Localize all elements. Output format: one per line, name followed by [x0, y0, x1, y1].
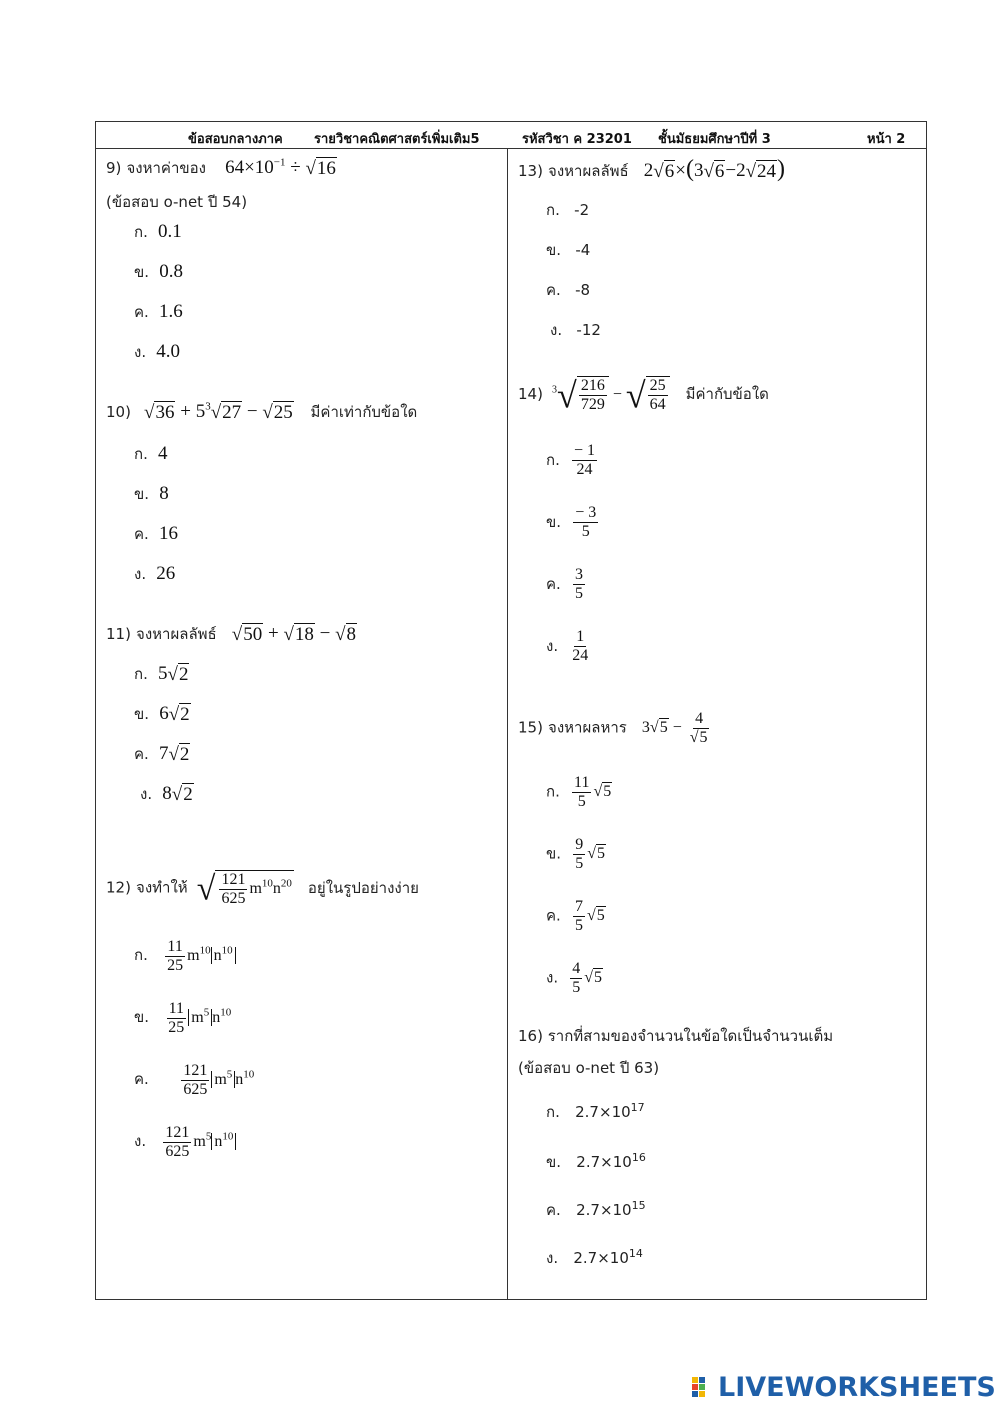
brand-name: LIVEWORKSHEETS — [718, 1372, 996, 1403]
q14-choice-b[interactable]: ข. $\frac{- 3}{5}$ — [546, 504, 597, 540]
question-9 — [106, 156, 337, 180]
q15-choice-c[interactable]: ค. $\frac{7}{5}$ √5 — [546, 898, 605, 934]
q14-choice-a[interactable]: ก. $\frac{- 1}{24}$ — [546, 442, 596, 478]
question-16 — [518, 1024, 833, 1048]
q9-expression — [225, 157, 337, 178]
question-15 — [518, 710, 713, 746]
q16-choice-d[interactable]: ง. $2.7\times 10^{14}$ — [546, 1247, 643, 1267]
q11-choice-d[interactable]: ง. 8√2 — [140, 783, 193, 805]
question-11 — [106, 622, 357, 646]
q14-choice-c[interactable]: ค. $\frac{3}{5}$ — [546, 566, 583, 602]
q14-text: มีค่ากับข้อใด — [685, 385, 769, 404]
q9-choice-b[interactable]: ข. 0.8 — [134, 261, 183, 282]
q12-choice-b[interactable]: ข. $\frac{11}{25}$ $m^5$ $n^{10}$ — [134, 1000, 232, 1036]
q13-choice-a[interactable]: ก. -2 — [546, 201, 590, 219]
q12-suffix: อยู่ในรูปอย่างง่าย — [307, 878, 419, 897]
q12-choice-c[interactable]: ค. $\frac{121}{625}$ $m^5$ $n^{10}$ — [134, 1062, 255, 1098]
q9-choice-a[interactable]: ก. 0.1 — [134, 221, 182, 242]
header-page: หน้า 2 — [867, 132, 906, 147]
q9-exponent: −1 — [273, 156, 286, 169]
q15-number: 15) — [518, 718, 543, 737]
q14-choice-d[interactable]: ง. $\frac{1}{24}$ — [546, 628, 589, 664]
header-code: รหัสวิชา ค 23201 — [522, 132, 632, 147]
q10-number: 10) — [106, 403, 131, 421]
q14-number: 14) — [518, 385, 543, 404]
q16-choice-b[interactable]: ข. $2.7\times 10^{16}$ — [546, 1151, 646, 1171]
q12-expression: √ $\frac{121}{625}$ $m^{10}n^{20}$ — [196, 870, 292, 907]
q11-choice-b[interactable]: ข. 6√2 — [134, 703, 190, 725]
question-10 — [106, 400, 417, 424]
q12-choice-d[interactable]: ง. $\frac{121}{625}$ $m^5$ $n^{10}$ — [134, 1124, 236, 1160]
q10-expression: $√36 + 5^3√27 - √25$ — [144, 400, 293, 423]
q16-source: (ข้อสอบ o-net ปี 63) — [518, 1059, 660, 1077]
q15-choice-b[interactable]: ข. $\frac{9}{5}$ √5 — [546, 836, 605, 872]
liveworksheets-icon — [692, 1377, 714, 1401]
q9-text: จงหาค่าของ — [126, 159, 206, 177]
header-exam: ข้อสอบกลางภาค — [188, 132, 283, 147]
q13-choice-c[interactable]: ค. -8 — [546, 281, 591, 299]
question-13 — [518, 156, 785, 183]
q12-number: 12) — [106, 878, 131, 897]
header-subject: รายวิชาคณิตศาสตร์เพิ่มเติม5 — [314, 132, 480, 147]
q13-text: จงหาผลลัพธ์ — [548, 162, 629, 180]
q10-choice-a[interactable]: ก. 4 — [134, 443, 168, 464]
q11-expression: √50 + √18 − √8 — [231, 623, 357, 645]
q10-choice-d[interactable]: ง. 26 — [134, 563, 176, 584]
question-12 — [106, 870, 419, 908]
q16-choice-a[interactable]: ก. $2.7\times 10^{17}$ — [546, 1101, 645, 1121]
q15-choice-a[interactable]: ก. $\frac{11}{5}$ √5 — [546, 774, 612, 810]
q9-divide: ÷ — [290, 157, 301, 178]
q13-expression: 2√6×(3√6−2√24) — [643, 156, 786, 182]
q9-number: 9) — [106, 159, 122, 177]
q12-choice-a[interactable]: ก. $\frac{11}{25}$ $m^{10}$ $n^{10}$ — [134, 938, 236, 974]
q12-text: จงทำให้ — [136, 878, 188, 897]
q9-ten: 10 — [254, 157, 274, 178]
q11-choice-a[interactable]: ก. 5√2 — [134, 663, 189, 685]
q9-choice-c[interactable]: ค. 1.6 — [134, 301, 183, 322]
header-level: ชั้นมัธยมศึกษาปีที่ 3 — [658, 132, 771, 147]
q11-choice-c[interactable]: ค. 7√2 — [134, 743, 190, 765]
q11-text: จงหาผลลัพธ์ — [136, 625, 217, 643]
q10-choice-b[interactable]: ข. 8 — [134, 483, 169, 504]
q15-choice-d[interactable]: ง. $\frac{4}{5}$ √5 — [546, 960, 603, 996]
q15-text: จงหาผลหาร — [548, 718, 627, 737]
question-14 — [518, 374, 769, 416]
liveworksheets-logo[interactable] — [692, 1372, 996, 1403]
q15-expression: 3√5 − $\frac{4}{√5}$ — [641, 710, 708, 746]
column-divider — [507, 148, 508, 1299]
q10-choice-c[interactable]: ค. 16 — [134, 523, 178, 544]
q9-choice-d[interactable]: ง. 4.0 — [134, 341, 181, 362]
q9-sqrt: √16 — [305, 157, 336, 179]
q13-number: 13) — [518, 162, 543, 180]
header — [96, 122, 926, 149]
q14-expression: $^3$√ $\frac{216}{729}$ − √ $\frac{25}{64}$ — [552, 386, 674, 403]
q13-choice-b[interactable]: ข. -4 — [546, 241, 591, 259]
q9-times: × — [244, 157, 255, 178]
q10-text: มีค่าเท่ากับข้อใด — [310, 403, 418, 421]
q11-number: 11) — [106, 625, 131, 643]
q16-choice-c[interactable]: ค. $2.7\times 10^{15}$ — [546, 1199, 646, 1219]
q16-number: 16) — [518, 1027, 543, 1045]
q13-choice-d[interactable]: ง. -12 — [550, 321, 601, 339]
q9-source: (ข้อสอบ o-net ปี 54) — [106, 193, 248, 211]
q9-base: 64 — [225, 157, 245, 178]
q16-text: รากที่สามของจำนวนในข้อใดเป็นจำนวนเต็ม — [547, 1027, 834, 1045]
